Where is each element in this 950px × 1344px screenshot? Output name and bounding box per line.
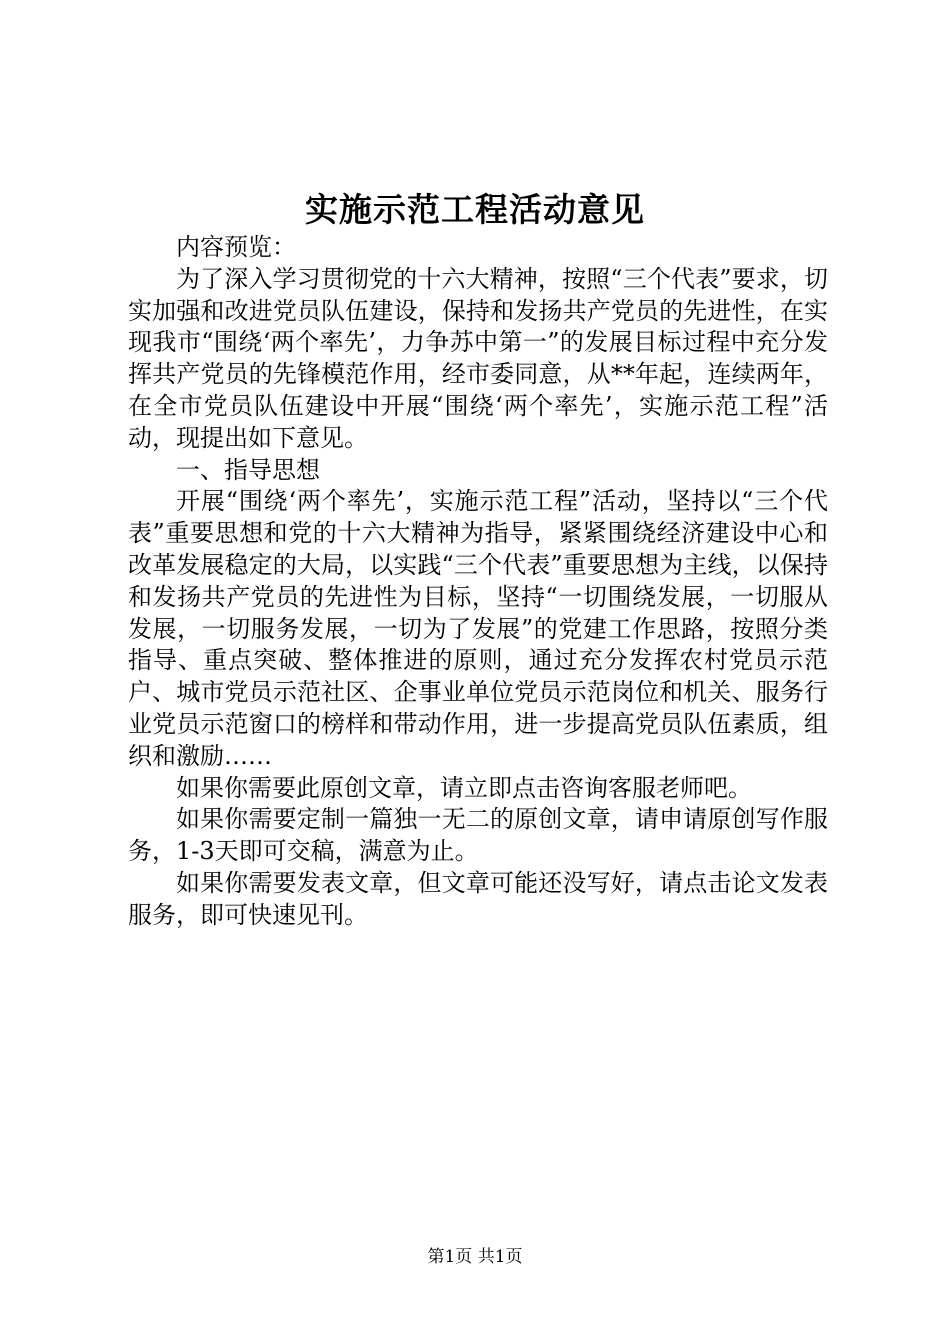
document-title: 实施示范工程活动意见 [305, 190, 645, 229]
guidance-paragraph: 开展“围绕‘两个率先’，实施示范工程”活动，坚持以“三个代表”重要思想和党的十六大精神为指导，紧紧围绕经济建设中心和改革发展稳定的大局，以实践“三个代表”重要思想为主线，以保持和发扬共产党员的先进性为目标，坚持“一切围绕发展，一切服从发展，一切服务发展，一切为了发展”的党建工作思路，按照分类指导、重点突破、整体推进的原则，通过充分发挥农村党员示范户、城市党员示范社区、企事业单位党员示范岗位和机关、服务行业党员示范窗口的榜样和带动作用，进一步提高党员队伍素质，组织和激励…… [128, 487, 828, 770]
promo-publish-paragraph: 如果你需要发表文章，但文章可能还没写好，请点击论文发表服务，即可快速见刊。 [128, 868, 828, 929]
promo-custom-paragraph: 如果你需要定制一篇独一无二的原创文章，请申请原创写作服务，1-3天即可交稿，满意为止。 [128, 805, 828, 866]
preview-label: 内容预览： [176, 233, 296, 261]
document-body [128, 232, 828, 932]
intro-paragraph: 为了深入学习贯彻党的十六大精神，按照“三个代表”要求，切实加强和改进党员队伍建设，保持和发扬共产党员的先进性，在实现我市“围绕‘两个率先’，力争苏中第一”的发展目标过程中充分发挥共产党员的先锋模范作用，经市委同意，从**年起，连续两年，在全市党员队伍建设中开展“围绕‘两个率先’，实施示范工程”活动，现提出如下意见。 [128, 264, 828, 452]
page-number-footer: 第1页 共1页 [427, 1247, 523, 1267]
section-heading: 一、指导思想 [176, 455, 320, 484]
promo-consult-paragraph: 如果你需要此原创文章，请立即点击咨询客服老师吧。 [176, 773, 752, 802]
